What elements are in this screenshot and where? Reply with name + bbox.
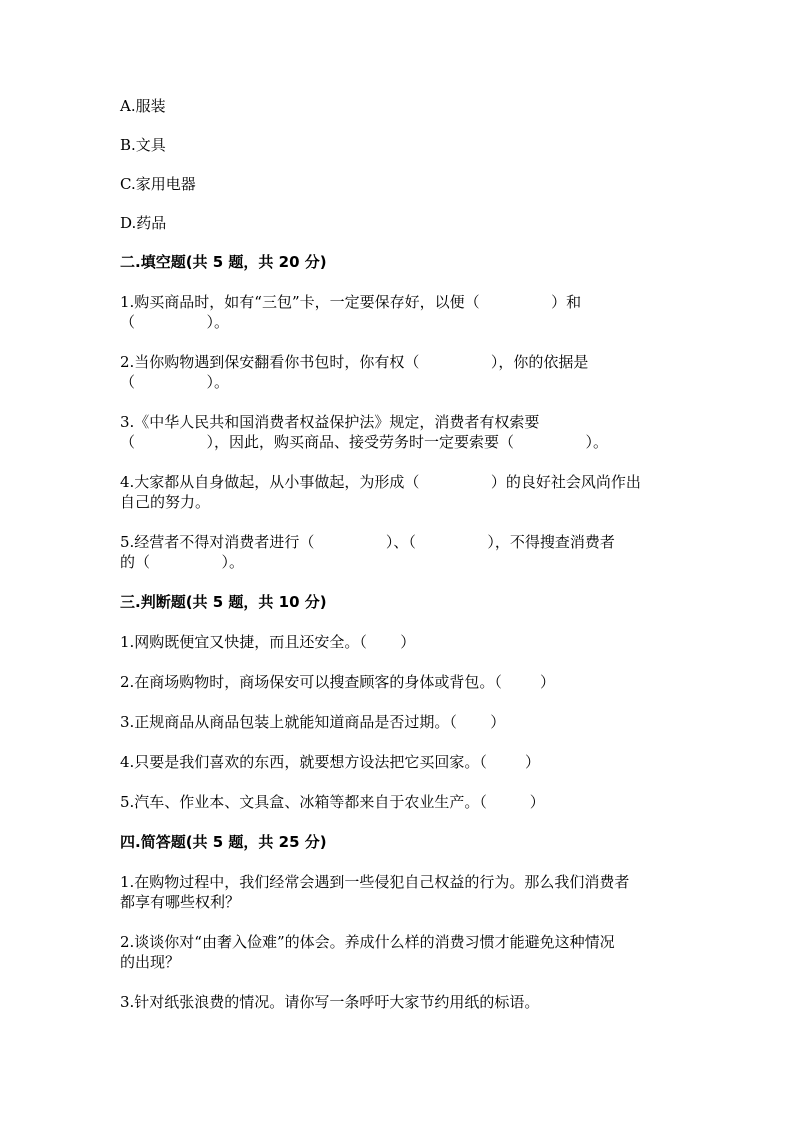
question-text-line-1: 4.大家都从自身做起，从小事做起，为形成（ ）的良好社会风尚作出	[120, 473, 641, 491]
question-text: 3.正规商品从商品包装上就能知道商品是否过期。（ ）	[120, 713, 506, 731]
section-title-fill-in: 二.填空题(共 5 题，共 20 分)	[120, 253, 327, 271]
question-text-line-2: 的（ ）。	[120, 553, 245, 571]
option-c: C.家用电器	[120, 175, 196, 193]
question-text-line-1: 3.针对纸张浪费的情况。请你写一条呼吁大家节约用纸的标语。	[120, 993, 540, 1011]
fill-question-4	[120, 472, 680, 512]
option-b: B.文具	[120, 136, 166, 154]
question-text: 1.网购既便宜又快捷，而且还安全。（ ）	[120, 633, 416, 651]
question-text-line-2: 自己的努力。	[120, 493, 211, 511]
question-text-line-2: 的出现？	[120, 953, 181, 971]
question-text: 2.在商场购物时，商场保安可以搜查顾客的身体或背包。（ ）	[120, 673, 555, 691]
short-question-2	[120, 932, 680, 972]
judge-question-3	[120, 712, 680, 732]
short-question-1	[120, 872, 680, 912]
judge-question-4	[120, 752, 680, 772]
question-text: 5.汽车、作业本、文具盒、冰箱等都来自于农业生产。（ ）	[120, 793, 545, 811]
judge-question-5	[120, 792, 680, 812]
question-text-line-1: 1.购买商品时，如有“三包”卡，一定要保存好，以便（ ）和	[120, 293, 582, 311]
fill-question-3	[120, 412, 680, 452]
question-text-line-2: 都享有哪些权利？	[120, 893, 241, 911]
option-a: A.服装	[120, 97, 166, 115]
option-d: D.药品	[120, 214, 167, 232]
question-text: 4.只要是我们喜欢的东西，就要想方设法把它买回家。（ ）	[120, 753, 540, 771]
question-text-line-1: 2.谈谈你对“由奢入俭难”的体会。养成什么样的消费习惯才能避免这种情况	[120, 933, 615, 951]
short-question-3	[120, 992, 680, 1012]
question-text-line-2: （ ）。	[120, 313, 230, 331]
judge-question-1	[120, 632, 680, 652]
fill-question-1	[120, 292, 680, 332]
fill-question-2	[120, 352, 680, 392]
fill-question-5	[120, 532, 680, 572]
judge-question-2	[120, 672, 680, 692]
section-title-true-false: 三.判断题(共 5 题，共 10 分)	[120, 593, 327, 611]
question-text-line-1: 2.当你购物遇到保安翻看你书包时，你有权（ ），你的依据是	[120, 353, 589, 371]
question-text-line-1: 1.在购物过程中，我们经常会遇到一些侵犯自己权益的行为。那么我们消费者	[120, 873, 630, 891]
question-text-line-2: （ ），因此，购买商品、接受劳务时一定要索要（ ）。	[120, 433, 609, 451]
question-text-line-2: （ ）。	[120, 373, 230, 391]
question-text-line-1: 5.经营者不得对消费者进行（ ）、（ ），不得搜查消费者	[120, 533, 615, 551]
question-text-line-1: 3.《中华人民共和国消费者权益保护法》规定，消费者有权索要	[120, 413, 540, 431]
section-title-short-answer: 四.简答题(共 5 题，共 25 分)	[120, 833, 327, 851]
exam-page	[120, 96, 680, 1032]
